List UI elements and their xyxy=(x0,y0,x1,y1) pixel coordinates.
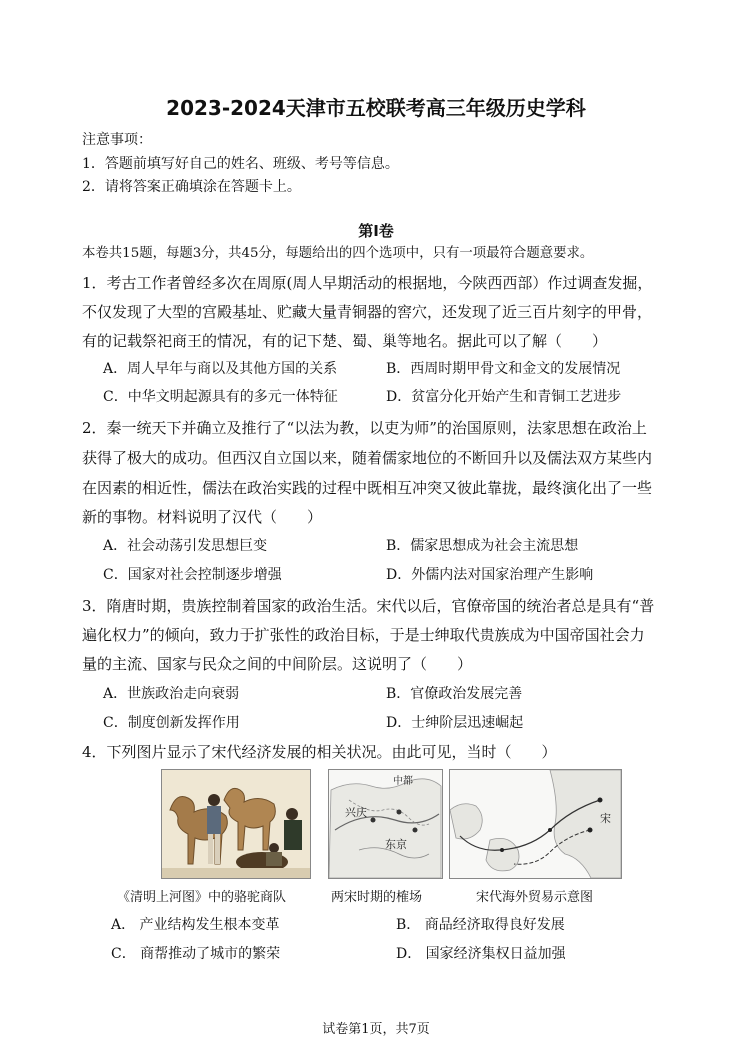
question-3-option-d: D．士绅阶层迅速崛起 xyxy=(386,715,524,731)
page-footer: 试卷第1页，共7页 xyxy=(322,1022,430,1037)
section-title: 第Ⅰ卷 xyxy=(358,222,394,240)
question-3-option-c: C．制度创新发挥作用 xyxy=(103,715,240,731)
map-label-zhongdu: 中都 xyxy=(393,776,413,787)
section-instruction: 本卷共15题，每题3分，共45分，每题给出的四个选项中，只有一项最符合题意要求。 xyxy=(82,246,594,261)
map-label-xingqing: 兴庆 xyxy=(345,806,367,819)
question-2-stem-line: 2．秦一统天下并确立及推行了“以法为教，以吏为师”的治国原则，法家思想在政治上 xyxy=(82,419,647,437)
question-3-stem-line: 3．隋唐时期，贵族控制着国家的政治生活。宋代以后，官僚帝国的统治者总是具有“普 xyxy=(82,597,655,615)
question-4-option-d: D． 国家经济集权日益加强 xyxy=(396,946,566,962)
question-1-option-c: C．中华文明起源具有的多元一体特征 xyxy=(103,389,338,405)
trade-post-map xyxy=(328,769,443,879)
question-2-stem-line: 新的事物。材料说明了汉代（ ） xyxy=(82,508,323,526)
question-2-option-c: C．国家对社会控制逐步增强 xyxy=(103,567,282,583)
question-2-stem-line: 获得了极大的成功。但西汉自立国以来，随着儒家地位的不断回升以及儒法双方某些内 xyxy=(82,449,653,467)
question-1-stem-line: 有的记载祭祀商王的情况，有的记下楚、蜀、巢等地名。据此可以了解（ ） xyxy=(82,332,608,350)
page-title: 2023-2024天津市五校联考高三年级历史学科 xyxy=(166,96,586,120)
overseas-trade-map xyxy=(449,769,622,879)
notice-item: 1．答题前填写好自己的姓名、班级、考号等信息。 xyxy=(82,156,399,172)
question-1-option-a: A．周人早年与商以及其他方国的关系 xyxy=(103,361,338,377)
question-4-option-a: A． 产业结构发生根本变革 xyxy=(111,917,280,933)
question-3-stem-line: 遍化权力”的倾向，致力于扩张性的政治目标，于是士绅取代贵族成为中国帝国社会力 xyxy=(82,626,645,644)
question-4-option-b: B． 商品经济取得良好发展 xyxy=(396,917,565,933)
question-3-stem-line: 量的主流、国家与民众之间的中间阶层。这说明了（ ） xyxy=(82,655,473,673)
question-3-option-a: A．世族政治走向衰弱 xyxy=(103,686,240,702)
question-2-stem-line: 在因素的相近性，儒法在政治实践的过程中既相互冲突又彼此靠拢，最终演化出了一些 xyxy=(82,479,653,497)
image-caption: 《清明上河图》中的骆驼商队 xyxy=(117,890,287,905)
question-1-option-b: B．西周时期甲骨文和金文的发展情况 xyxy=(386,361,621,377)
question-1-option-d: D．贫富分化开始产生和青铜工艺进步 xyxy=(386,389,622,405)
question-1-stem-line: 1．考古工作者曾经多次在周原(周人早期活动的根据地，今陕西西部）作过调查发掘， xyxy=(82,274,653,292)
map-label-song: 宋 xyxy=(600,812,611,825)
question-3-option-b: B．官僚政治发展完善 xyxy=(386,686,523,702)
question-4-option-c: C． 商帮推动了城市的繁荣 xyxy=(111,946,281,962)
question-2-option-a: A．社会动荡引发思想巨变 xyxy=(103,538,268,554)
notice-item: 2．请将答案正确填涂在答题卡上。 xyxy=(82,179,301,195)
image-caption: 宋代海外贸易示意图 xyxy=(476,890,594,905)
question-2-option-d: D．外儒内法对国家治理产生影响 xyxy=(386,567,594,583)
question-1-stem-line: 不仅发现了大型的宫殿基址、贮藏大量青铜器的窖穴，还发现了近三百片刻字的甲骨， xyxy=(82,303,653,321)
question-2-option-b: B．儒家思想成为社会主流思想 xyxy=(386,538,579,554)
image-caption: 两宋时期的榷场 xyxy=(331,890,423,905)
map-label-dongjing: 东京 xyxy=(385,838,407,851)
camel-caravan-painting xyxy=(161,769,311,879)
notice-heading: 注意事项： xyxy=(82,132,152,148)
question-4-stem-line: 4．下列图片显示了宋代经济发展的相关状况。由此可见，当时（ ） xyxy=(82,743,557,761)
